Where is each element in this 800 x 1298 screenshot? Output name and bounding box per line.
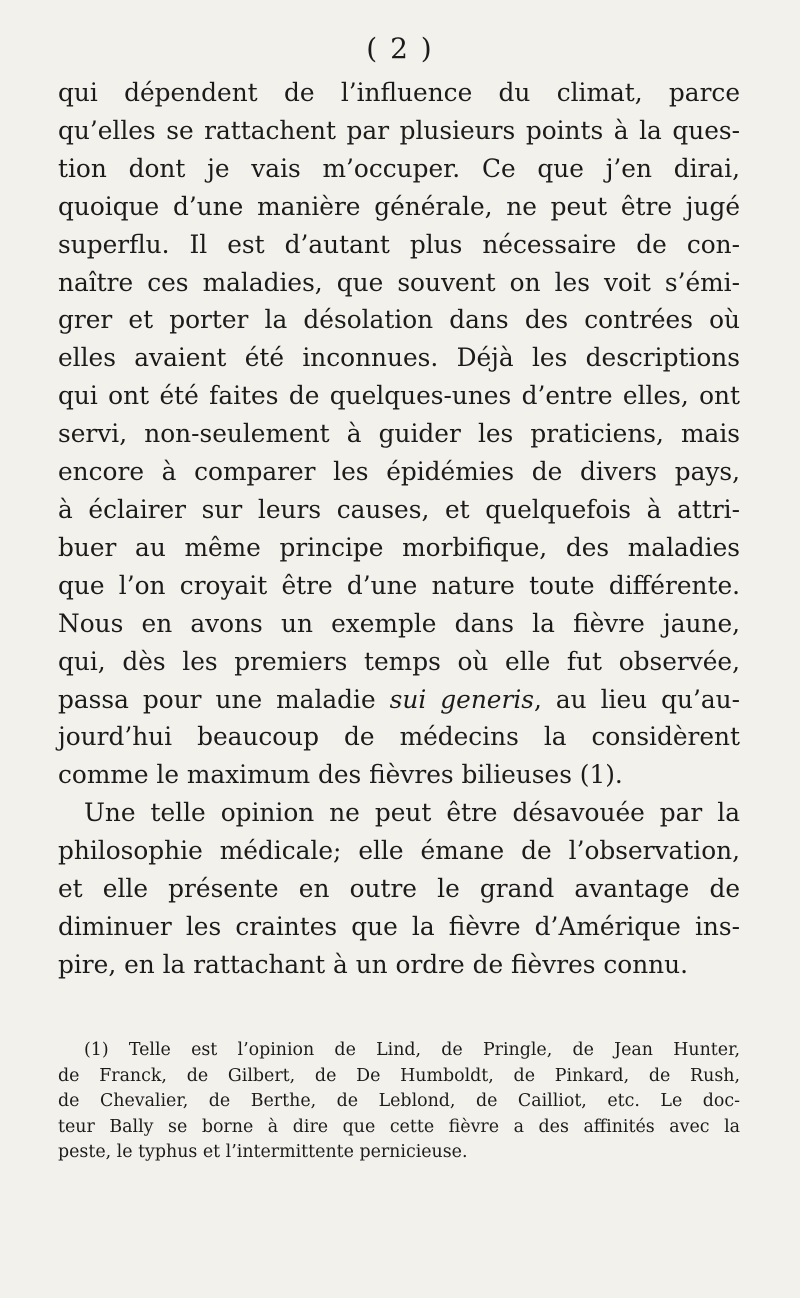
text-line: naître ces maladies, que souvent on les voit s’émi- (58, 267, 740, 297)
text-line (58, 681, 740, 719)
text-line: buer au même principe morbifique, des maladies (58, 532, 740, 562)
text-line: qu’elles se rattachent par plusieurs points à la ques- (58, 115, 740, 145)
text-line: et elle présente en outre le grand avantage de (58, 874, 740, 904)
footnote-line: de Chevalier, de Berthe, de Leblond, de Cailliot, etc. Le doc- (58, 1091, 740, 1112)
text-segment: passa pour une maladie (58, 684, 390, 714)
text-line: comme le maximum des fièvres bilieuses (1). (58, 760, 623, 790)
footnote-line: teur Bally se borne à dire que cette fièvre a des affinités avec la (58, 1116, 740, 1137)
text-line: encore à comparer les épidémies de divers pays, (58, 457, 740, 487)
text-line: quoique d’une manière générale, ne peut être jugé (58, 191, 740, 221)
footnote-line: peste, le typhus et l’intermittente pernicieuse. (58, 1142, 468, 1163)
text-line: jourd’hui beaucoup de médecins la considèrent (58, 722, 740, 752)
latin-phrase: sui generis (389, 684, 534, 714)
text-line: superflu. Il est d’autant plus nécessaire de con- (58, 229, 740, 259)
body-text (58, 74, 740, 984)
text-line: servi, non-seulement à guider les praticiens, mais (58, 419, 740, 449)
text-line: diminuer les craintes que la fièvre d’Amérique ins- (58, 911, 740, 941)
text-line: qui, dès les premiers temps où elle fut observée, (58, 646, 740, 676)
text-line: philosophie médicale; elle émane de l’observation, (58, 836, 740, 866)
footnote-line: (1) Telle est l’opinion de Lind, de Pringle, de Jean Hunter, (84, 1040, 740, 1060)
text-line: elles avaient été inconnues. Déjà les descriptions (58, 343, 740, 373)
footnote (58, 1038, 740, 1166)
text-line: pire, en la rattachant à un ordre de fièvres connu. (58, 949, 688, 979)
footnote-line: de Franck, de Gilbert, de De Humboldt, de Pinkard, de Rush, (58, 1065, 740, 1086)
text-line: qui ont été faites de quelques-unes d’entre elles, ont (58, 381, 740, 411)
text-line: Une telle opinion ne peut être désavouée par la (84, 798, 740, 828)
text-segment: , au lieu qu’au- (533, 684, 740, 714)
text-line: Nous en avons un exemple dans la fièvre jaune, (58, 608, 740, 638)
text-line: tion dont je vais m’occuper. Ce que j’en dirai, (58, 153, 740, 183)
text-line: grer et porter la désolation dans des contrées où (58, 305, 740, 335)
page-number: ( 2 ) (366, 32, 434, 65)
text-line: que l’on croyait être d’une nature toute différente. (58, 570, 740, 600)
text-line: à éclairer sur leurs causes, et quelquefois à attri- (58, 494, 740, 524)
text-line: qui dépendent de l’influence du climat, parce (58, 78, 740, 107)
